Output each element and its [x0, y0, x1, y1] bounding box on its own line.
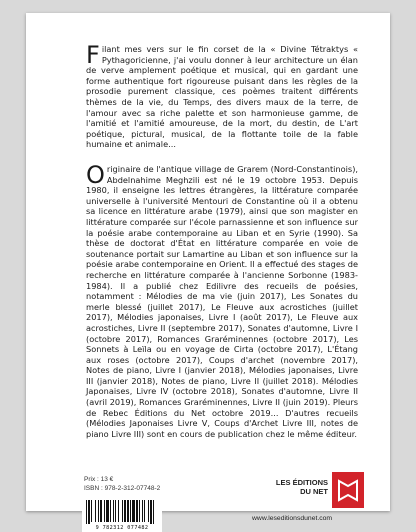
author-bio-text: riginaire de l'antique village de Grarem (Nord-Constantinois), Abdelnahime Meghzili est né le 19 octobre 1953. Depuis 1980, il enseigne les lettres étrangères, la littérature comparée universelle à l'université Mentouri de Constantine où il a obtenu sa licence en littérature arabe (1979), ainsi que son magister en littérature comparée sur l'école parnassienne et son influence sur la poésie arabe contemporaine au Liban et en Syrie (1990). Sa thèse de doctorat d'État en littérature comparée en voie de soutenance portait sur Lamartine au Liban et son influence sur la poésie arabe contemporaine en Orient. Il a effectué des stages de recherche en littérature comparée à l'ancienne Sorbonne (1983-1984). Il a publié chez Edilivre des recueils de poésies, notamment : Mélodies de ma vie (juin 2017), Les Sonates du merle blessé (juillet 2017), Le Fleuve aux acrostiches (juillet 2017), Mélodies japonaises, Livre I (août 2017), Le Fleuve aux acrostiches, Livre II (septembre 2017), Sonates d'automne, Livre I (octobre 2017), Romances Graréminennes (octobre 2017), Les Sonnets à Leïla ou en voyage de Cirta (octobre 2017), L'Étang aux roses (octobre 2017), Coups d'archet (novembre 2017), Notes de piano, Livre I (janvier 2018), Mélodies japonaises, Livre III (janvier 2018), Notes de piano, Livre II (juillet 2018). Mélodies Japonaises, Livre IV (octobre 2018), Sonates d'automne, Livre II (avril 2019), Romances Graréminennes, Livre II (juin 2019). Pleurs de Rebec Éditions du Net octobre 2019... D'autres recueils (Mélodies Japonaises Livre V, Coups d'Archet Livre III, notes de piano Livre III) sont en cours de publication chez le même éditeur. — [86, 164, 358, 439]
synopsis-text: ilant mes vers sur le fin corset de la « Divine Tétraktys « Pythagoricienne, j'ai voulu donner à leur architecture un élan de verve amplement poétique et musical, qui en gardant une forme authentique fort rigoureuse puisant dans les règles de la prosodie purement classique, ces poèmes traitent différents thèmes de la vie, du Temps, des divers maux de la terre, de l'amour avec sa riche palette et son harmonieuse gamme, de l'amitié et l'amitié amoureuse, de la mort, du destin, de L'art poétique, pictural, musical, de la flottante toile de la fable humaine et animale... — [86, 44, 358, 150]
publisher-logo — [252, 472, 367, 508]
publisher-name-line2: DU NET — [300, 487, 328, 496]
barcode-bar — [127, 500, 129, 522]
publisher-website: www.leseditionsdunet.com — [252, 515, 333, 522]
barcode-bar — [115, 500, 116, 522]
barcode-bar — [132, 500, 135, 522]
barcode-bar — [130, 500, 131, 522]
isbn-text: ISBN : 978-2-312-07748-2 — [84, 485, 161, 492]
barcode-bar — [139, 500, 140, 522]
barcode-bar — [142, 500, 143, 522]
barcode-bar — [106, 500, 109, 522]
barcode-icon — [82, 499, 162, 524]
author-bio-paragraph — [86, 161, 358, 439]
price-isbn-block — [84, 475, 160, 493]
barcode-bar — [148, 500, 149, 522]
publisher-name-line1: LES ÉDITIONS — [275, 478, 328, 487]
barcode-bar — [86, 500, 87, 524]
barcode-bar — [104, 500, 105, 522]
barcode-bar — [110, 500, 111, 522]
logo-mark-background — [332, 472, 364, 508]
barcode — [82, 499, 162, 532]
drop-cap: O — [86, 161, 105, 189]
barcode-bar — [113, 500, 114, 522]
barcode-bar — [98, 500, 99, 522]
barcode-bar — [144, 500, 145, 522]
drop-cap: F — [86, 41, 100, 69]
barcode-bar — [122, 500, 123, 522]
barcode-bar — [153, 500, 154, 524]
synopsis-paragraph — [86, 41, 358, 150]
barcode-bar — [150, 500, 152, 524]
barcode-bar — [91, 500, 92, 522]
publisher-logo-mark-icon — [332, 472, 364, 508]
barcode-bar — [88, 500, 90, 524]
barcode-number: 9 782312 077482 — [95, 525, 149, 531]
barcode-bar — [124, 500, 126, 522]
barcode-bar — [118, 500, 119, 522]
publisher-name — [252, 472, 328, 496]
price-text: Prix : 13 € — [84, 476, 114, 483]
back-cover — [26, 13, 390, 531]
barcode-bar — [95, 500, 96, 522]
barcode-bar — [100, 500, 102, 522]
barcode-bar — [136, 500, 138, 522]
